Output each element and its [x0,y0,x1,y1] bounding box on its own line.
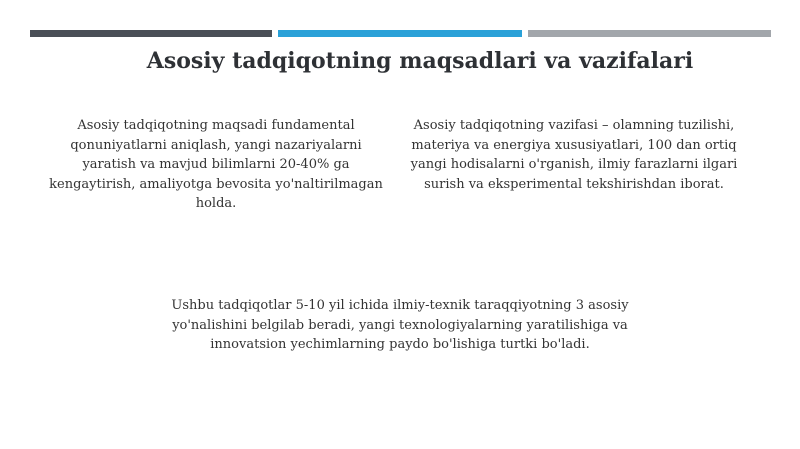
accent-bar-blue [278,30,522,37]
tasks-paragraph: Asosiy tadqiqotning vazifasi – olamning tuzilishi, materiya va energiya xususiyatlari, 100 dan ortiq yangi hodisalarni o'rganish, ilmiy farazlarni ilgari surish va eksperimental tekshirishdan iborat. [410,118,738,192]
slide-title: Asosiy tadqiqotning maqsadlari va vazifalari [146,48,694,74]
accent-bar-gray [528,30,771,37]
impact-paragraph: Ushbu tadqiqotlar 5-10 yil ichida ilmiy-texnik taraqqiyotning 3 asosiy yo'nalishini belgilab beradi, yangi texnologiyalarning yaratilishiga va innovatsion yechimlarning paydo bo'lishiga turtki bo'ladi. [171,298,629,352]
header-accent-bars [30,30,771,37]
goal-paragraph: Asosiy tadqiqotning maqsadi fundamental qonuniyatlarni aniqlash, yangi nazariyalarni yaratish va mavjud bilimlarni 20-40% ga kengaytirish, amaliyotga bevosita yo'naltirilmagan holda. [49,118,383,211]
accent-bar-dark [30,30,272,37]
